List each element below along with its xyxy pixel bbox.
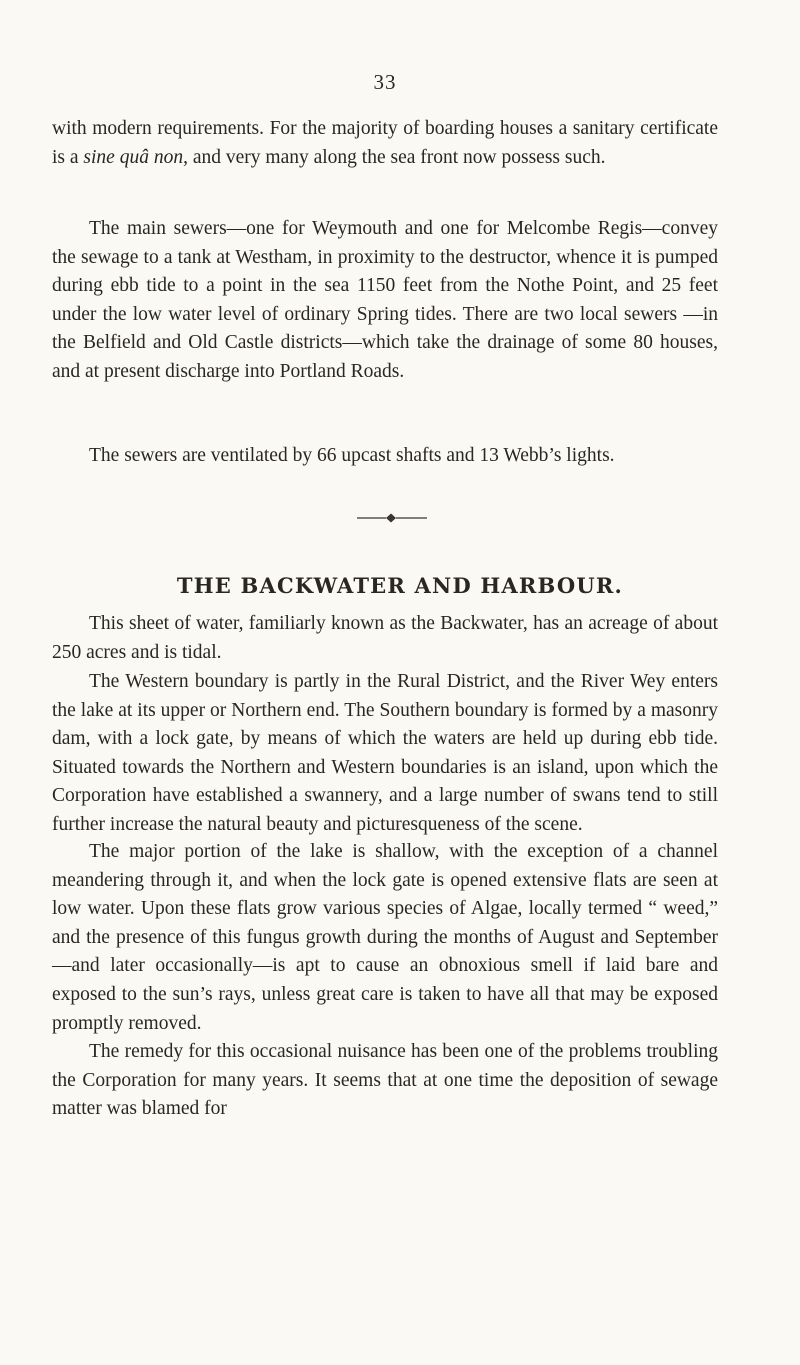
page-number: 33 (373, 70, 397, 94)
section-heading: THE BACKWATER AND HARBOUR. (176, 573, 624, 598)
paragraph-boarding-houses (52, 115, 718, 172)
paragraph-text: , and very many along the sea front now possess such. (183, 146, 606, 168)
paragraph-boundaries: The Western boundary is partly in the Rural District, and the River Wey enters the lake at its upper or Northern end. The Southern boundary is formed by a masonry dam, with a lock gate, by means of which the waters are held up during ebb tide. Situated towards the Northern and Western boundaries is an island, upon which the Corporation have established a swannery, and a large number of swans tend to still further increase the natural beauty and picturesqueness of the scene. (52, 671, 718, 835)
paragraph-lake-flats: The major portion of the lake is shallow, with the exception of a channel meandering through it, and when the lock gate is opened extensive flats are seen at low water. Upon these flats grow various species of Algae, locally termed “ weed,” and the presence of this fungus growth during the months of August and September—and later occasionally—is apt to cause an obnoxious smell if laid bare and exposed to the sun’s rays, unless great care is taken to have all that may be exposed promptly removed. (52, 841, 718, 1034)
paragraph-text: with modern requirements. For the majority of boarding houses a sanitary certificate is a (52, 118, 718, 168)
italic-phrase: sine quâ non (83, 146, 184, 168)
paragraph-backwater-intro: This sheet of water, familiarly known as the Backwater, has an acreage of about 250 acres and is tidal. (52, 613, 718, 663)
paragraph-ventilation: The sewers are ventilated by 66 upcast shafts and 13 Webb’s lights. (89, 445, 615, 466)
section-separator (357, 512, 427, 524)
paragraph-remedy: The remedy for this occasional nuisance has been one of the problems troubling the Corporation for many years. It seems that at one time the deposition of sewage matter was blamed for (52, 1041, 718, 1120)
paragraph-main-sewers: The main sewers—one for Weymouth and one for Melcombe Regis—convey the sewage to a tank at Westham, in proximity to the destructor, whence it is pumped during ebb tide to a point in the sea 1150 feet from the Nothe Point, and 25 feet under the low water level of ordinary Spring tides. There are two local sewers —in the Belfield and Old Castle districts—which take the drainage of some 80 houses, and at present discharge into Portland Roads. (52, 218, 718, 382)
